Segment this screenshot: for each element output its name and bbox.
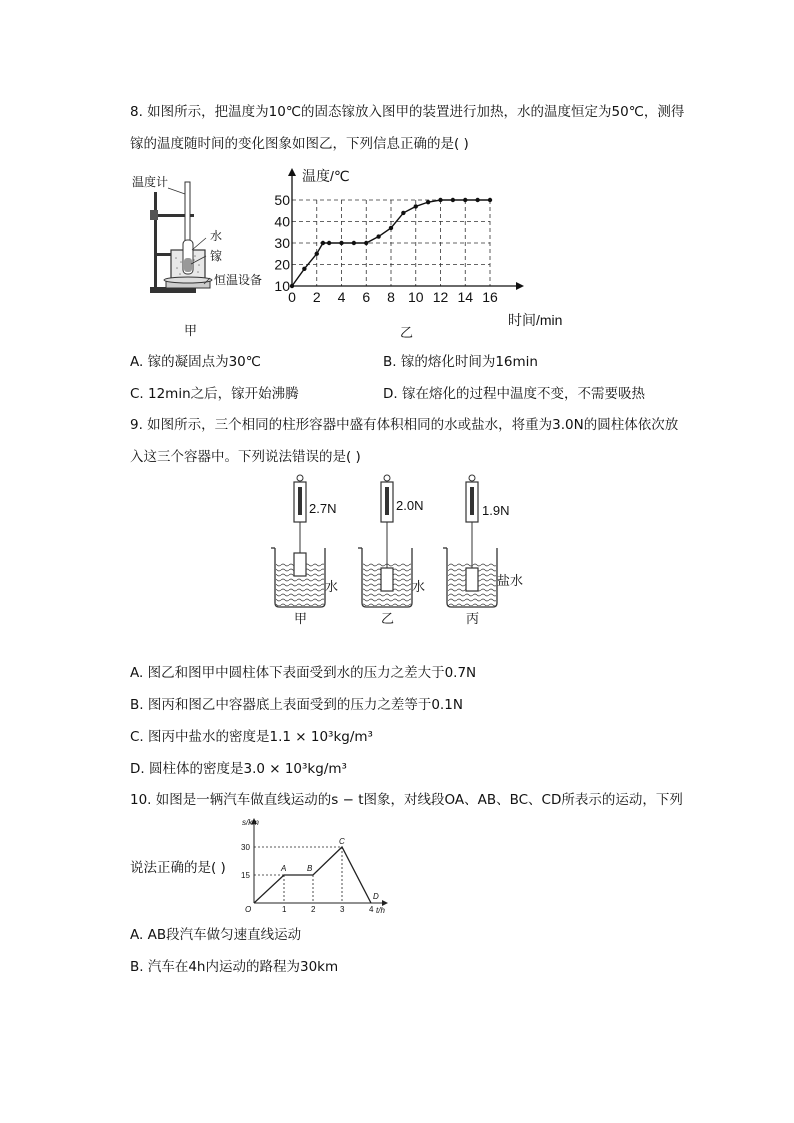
chart-x-arrow: [516, 282, 524, 290]
label-device: 恒温设备: [214, 273, 263, 287]
q10-option-b[interactable]: B. 汽车在4h内运动的路程为30km: [130, 959, 339, 975]
st-xtick-2: 2: [311, 905, 316, 914]
chart-point: [327, 241, 331, 245]
chart-xtick-label: 4: [337, 289, 346, 305]
chart-xtick-label: 2: [312, 289, 321, 305]
chart-ytick-label: 20: [274, 256, 290, 273]
reading-jia: 2.7N: [309, 501, 337, 516]
caption-jia: 甲: [184, 323, 198, 338]
chart-xlabel: 时间/min: [508, 312, 563, 328]
chart-xtick-label: 14: [457, 289, 474, 305]
q8-option-b[interactable]: B. 镓的熔化时间为16min: [383, 354, 538, 370]
q10-option-a[interactable]: A. AB段汽车做匀速直线运动: [130, 927, 302, 943]
chart-point: [339, 241, 343, 245]
chart-point: [389, 226, 393, 230]
chart-ytick-label: 40: [274, 213, 290, 230]
liquid-bing: 盐水: [497, 573, 524, 588]
q10-stem-line1: 10. 如图是一辆汽车做直线运动的s − t图象，对线段OA、AB、BC、CD所表示的运动，下列: [130, 792, 683, 808]
chart-xtick-label: 6: [362, 289, 371, 305]
st-xlabel: t/h: [376, 906, 385, 915]
chart-ytick-label: 10: [274, 278, 290, 294]
q8-option-c[interactable]: C. 12min之后，镓开始沸腾: [130, 386, 299, 402]
chart-point: [364, 241, 368, 245]
q9-stem-line2: 入这三个容器中。下列说法错误的是( ): [130, 449, 361, 465]
beaker-yi: [358, 475, 425, 626]
cylinder-yi: [381, 568, 393, 591]
q9-option-b[interactable]: B. 图丙和图乙中容器底上表面受到的压力之差等于0.1N: [130, 697, 463, 713]
reading-bing: 1.9N: [482, 503, 510, 518]
st-point-d: D: [373, 892, 379, 901]
q8-stem-line2: 镓的温度随时间的变化图象如图乙，下列信息正确的是( ): [130, 136, 469, 152]
chart-point: [401, 211, 405, 215]
chart-xtick-label: 12: [432, 289, 449, 305]
chart-point: [438, 198, 442, 202]
caption-beaker-jia: 甲: [294, 611, 308, 626]
st-origin: O: [245, 905, 252, 914]
stand-pole: [154, 192, 157, 288]
beaker-bing: [443, 475, 523, 626]
st-ylabel: s/km: [242, 818, 259, 827]
chart-ytick-label: 30: [274, 235, 290, 251]
q9-stem-line1: 9. 如图所示，三个相同的柱形容器中盛有体积相同的水或盐水，将重为3.0N的圆柱体依次放: [130, 417, 679, 433]
q9-option-a[interactable]: A. 图乙和图甲中圆柱体下表面受到水的压力之差大于0.7N: [130, 665, 477, 681]
figure-yi-temperature-chart: [274, 162, 580, 342]
caption-yi: 乙: [400, 325, 414, 340]
liquid-yi: 水: [412, 579, 426, 594]
q10-stem-line2: 说法正确的是( ): [130, 860, 226, 876]
st-point-a: A: [281, 864, 287, 873]
caption-beaker-bing: 丙: [466, 611, 480, 626]
st-point-c: C: [339, 837, 345, 846]
chart-point: [451, 198, 455, 202]
caption-beaker-yi: 乙: [381, 611, 395, 626]
chart-point: [352, 241, 356, 245]
beaker-jia: [271, 475, 338, 626]
st-ytick-15: 15: [241, 871, 250, 880]
liquid-jia: 水: [325, 579, 339, 594]
figure-jia-apparatus: [128, 170, 276, 340]
chart-ylabel: 温度/℃: [302, 168, 350, 184]
cylinder-jia: [294, 553, 306, 576]
figure-st-graph: [240, 815, 390, 915]
label-thermometer: 温度计: [132, 175, 169, 189]
chart-xtick-label: 8: [387, 289, 395, 305]
st-ytick-30: 30: [241, 843, 250, 852]
label-water: 水: [210, 229, 223, 243]
chart-xtick-label: 0: [288, 289, 296, 305]
chart-point: [315, 252, 319, 256]
chart-point: [290, 284, 294, 288]
st-point-b: B: [307, 864, 313, 873]
chart-y-arrow: [288, 168, 296, 176]
st-xtick-1: 1: [282, 905, 287, 914]
q9-option-c[interactable]: C. 图丙中盐水的密度是1.1 × 10³kg/m³: [130, 729, 373, 745]
chart-point: [414, 204, 418, 208]
chart-point: [488, 198, 492, 202]
chart-xtick-label: 16: [482, 289, 498, 305]
chart-point: [376, 234, 380, 238]
label-gallium: 镓: [210, 249, 223, 263]
chart-ytick-label: 50: [274, 192, 290, 208]
chart-point: [463, 198, 467, 202]
reading-yi: 2.0N: [396, 498, 424, 513]
q8-stem-line1: 8. 如图所示，把温度为10℃的固态镓放入图甲的装置进行加热，水的温度恒定为50℃，测得: [130, 104, 685, 120]
st-xtick-3: 3: [340, 905, 345, 914]
chart-point: [321, 241, 325, 245]
st-xtick-4: 4: [369, 905, 374, 914]
figure-three-beakers: [265, 472, 545, 630]
q9-option-d[interactable]: D. 圆柱体的密度是3.0 × 10³kg/m³: [130, 761, 347, 777]
chart-xtick-label: 10: [407, 289, 424, 305]
chart-point: [302, 267, 306, 271]
q8-option-d[interactable]: D. 镓在熔化的过程中温度不变，不需要吸热: [383, 386, 645, 402]
chart-point: [475, 198, 479, 202]
cylinder-bing: [466, 568, 478, 591]
chart-point: [426, 200, 430, 204]
q8-option-a[interactable]: A. 镓的凝固点为30℃: [130, 354, 261, 370]
